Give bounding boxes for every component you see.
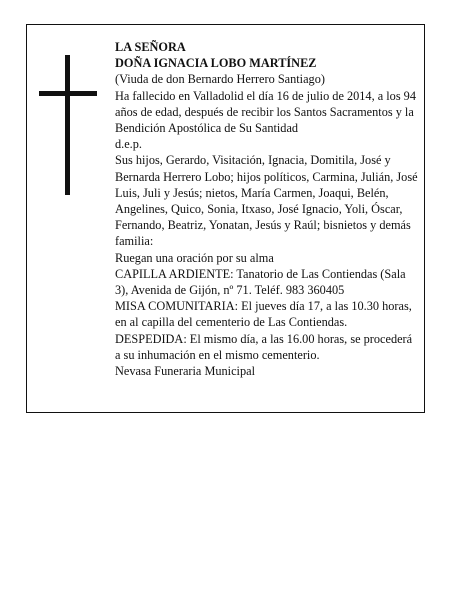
notice-text xyxy=(115,39,420,379)
prayer-line: Ruegan una oración por su alma xyxy=(115,250,274,265)
title-line: LA SEÑORA xyxy=(115,40,186,54)
funeral-home-line: Nevasa Funeraria Municipal xyxy=(115,364,255,379)
latin-cross-icon xyxy=(39,55,99,195)
obituary-notice xyxy=(26,24,425,413)
family-paragraph: Sus hijos, Gerardo, Visitación, Ignacia, Domitila, José y Bernarda Herrero Lobo; hijos políticos, Carmina, Julián, José Luis, Juli y Jesús; nietos, María Carmen, Joaqui, Belén, Angelines, Quico, Sonia, Itxaso, José Ignacio, Yoli, Óscar, Fernando, Beatriz, Yonatan, Jesús y Raúl; bisnietos y demás familia: xyxy=(115,153,418,249)
mass-paragraph: MISA COMUNITARIA: El jueves día 17, a las 10.30 horas, en al capilla del cementerio de Las Contiendas. xyxy=(115,299,412,330)
farewell-paragraph: DESPEDIDA: El mismo día, a las 16.00 horas, se procederá a su inhumación en el mismo cementerio. xyxy=(115,331,413,362)
deceased-name: DOÑA IGNACIA LOBO MARTÍNEZ xyxy=(115,56,317,71)
widow-line: (Viuda de don Bernardo Herrero Santiago) xyxy=(115,72,325,87)
cross-horizontal-bar xyxy=(39,91,97,96)
chapel-paragraph: CAPILLA ARDIENTE: Tanatorio de Las Contiendas (Sala 3), Avenida de Gijón, nº 71. Teléf. 983 360405 xyxy=(115,266,406,298)
cross-vertical-bar xyxy=(65,55,70,195)
dep-line: d.e.p. xyxy=(115,137,142,152)
death-paragraph: Ha fallecido en Valladolid el día 16 de julio de 2014, a los 94 años de edad, después de recibir los Santos Sacramentos y la Bendición Apostólica de Su Santidad xyxy=(115,88,416,136)
